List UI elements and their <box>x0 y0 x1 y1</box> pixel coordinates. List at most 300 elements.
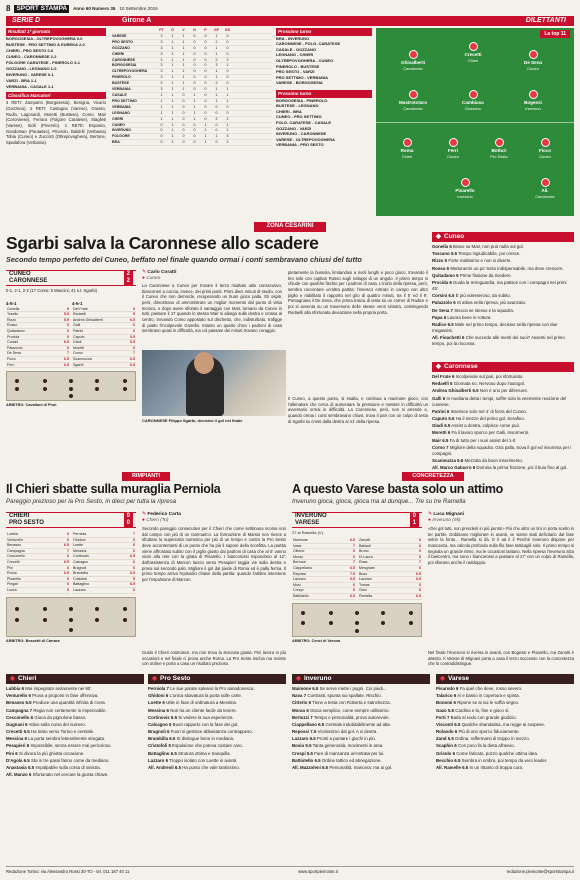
fixture-row: CARONNESE - FOLG. CARATESE <box>276 41 341 47</box>
player-rating-name: Becchio 6.5 <box>436 757 461 763</box>
stat-cell: 1 <box>215 45 218 50</box>
main-home-team: CUNEO <box>9 270 31 277</box>
team-name: CARONNESE <box>112 57 135 62</box>
stat-cell: 1 <box>171 116 174 121</box>
player-rating-line <box>436 743 574 749</box>
stat-cell: 0 <box>226 104 229 109</box>
player-rating-comment: Fa quel che deve, rosso severo. <box>459 686 523 692</box>
player-rating-name: Moretti 6 <box>432 430 451 436</box>
stat-cell: 1 <box>171 33 174 38</box>
right-scorers: 27 st Ramella (V). <box>292 530 325 535</box>
main-coach-note: ARBITRO: Cavalloni di Piuri <box>6 403 57 408</box>
player-rating-name: Corno 7 <box>432 444 449 450</box>
player-rating-comment: Ha tirato verso Torino e centrale. <box>30 729 95 735</box>
fixture-row: VARESE - BORGOSESIA <box>276 80 323 86</box>
player-rating-line <box>436 729 574 735</box>
stat-cell: 0 <box>182 98 185 103</box>
player-rating: 7 <box>340 543 356 549</box>
player-rating-line <box>6 693 144 699</box>
stat-cell: 3 <box>226 134 229 139</box>
player-rating-name: All. Manzo 6 <box>6 772 32 777</box>
player-rating-name: Gladi 6.5 <box>432 423 451 429</box>
result-row: VERBANIA - CASALE 1-1 <box>6 83 54 89</box>
player-name: Rosa <box>358 560 404 566</box>
scorers-title: Classifica Marcatori <box>6 92 106 100</box>
player-rating-name: Quitadamo 6 <box>432 272 459 278</box>
player-marker-icon <box>529 90 538 99</box>
player-rating: 6 <box>53 576 70 582</box>
player-rating-comment: Espulsione che poteva costare caro. <box>172 743 243 749</box>
formation-player-dot <box>301 621 305 625</box>
player-rating-comment: Guida la retroguardia, ma patisce con i compagni nei primi 45'. <box>432 279 567 292</box>
result-row: BUSTESE - PRO SETTIMO & EUREKA 2-0 <box>6 41 85 47</box>
bottom-inveruno-panel <box>292 674 430 862</box>
issue-number: Anno 60 Numero 35 <box>73 6 116 12</box>
player-rating-line <box>292 715 430 721</box>
player-team: Caronnese <box>403 65 423 71</box>
fixture-row: BORGOSESIA - PINEROLO <box>276 97 328 103</box>
stat-cell: 1 <box>204 122 207 127</box>
main-subhead: Secondo tempo perfetto del Cuneo, beffato nel finale quando ormai i conti sembravano chiusi del tutto <box>6 255 362 264</box>
player-rating-comment: Regia non certamente in impeccabile. <box>33 707 107 713</box>
team-shield-icon: ◆ <box>296 675 301 682</box>
player-rating-comment: L'unica sbavatura la porta sulle carte. <box>169 693 243 699</box>
stat-cell: 1 <box>226 87 229 92</box>
rating-row <box>72 587 136 593</box>
player-rating: 6.5 <box>53 543 70 549</box>
player-rating-comment: Contrasti, spunta sui spallate. Rischio. <box>307 693 382 699</box>
player-rating-comment: Bravo su Mair, non può nulla sul gol. <box>453 244 524 250</box>
left-subhead: Pareggio prezioso per la Pro Sesto, in dieci per tutta la ripresa <box>6 498 177 505</box>
stat-cell: 3 <box>160 39 163 44</box>
player-rating-line <box>432 300 574 306</box>
standings-header-cell: N <box>193 28 196 32</box>
player-name: Gani <box>358 588 404 594</box>
player-rating-name: Toscano 5.5 <box>432 251 458 257</box>
top11-player <box>528 178 562 199</box>
stat-cell: 1 <box>182 81 185 86</box>
player-rating-line <box>432 335 574 347</box>
footer-website[interactable]: www.sportpiemonte.it <box>298 868 338 874</box>
player-rating: 6 <box>53 582 70 588</box>
player-rating: 6.5 <box>340 538 356 543</box>
player-marker-icon <box>495 138 504 147</box>
bottom-varese-panel <box>436 674 574 862</box>
player-rating: 6 <box>118 565 136 571</box>
location-icon: ● <box>428 517 433 523</box>
player-rating-line <box>6 708 144 714</box>
player-name: Lazzaro <box>72 587 118 593</box>
team-name: BUSTESE <box>112 81 129 86</box>
player-rating-name: Grisolo 6 <box>436 750 456 756</box>
formation-player-dot <box>95 618 99 622</box>
team-name: VARESE <box>112 33 127 38</box>
player-rating-comment: Non è uno per difensore. <box>479 388 529 394</box>
player-name: Cambiaso <box>462 100 484 105</box>
footer-email[interactable]: redazione.piemonte@sportstampa.it <box>506 868 574 874</box>
formation-player-dot <box>69 628 73 632</box>
player-team: Gozzano <box>464 105 481 111</box>
player-rating: 5.5 <box>124 334 136 340</box>
player-rating-line <box>432 381 574 387</box>
player-rating-comment: Pronti a puntare i giochi in più. <box>316 736 376 742</box>
player-name: Roma <box>400 148 414 153</box>
stat-cell: 1 <box>182 45 185 50</box>
player-rating-name: Crecetti 6.5 <box>6 729 30 735</box>
player-rating-comment: Si vedere la sua esperienza. <box>178 714 234 720</box>
pitch-centerline <box>376 122 574 123</box>
rating-row <box>72 362 136 368</box>
team-name: CHERI <box>112 116 124 121</box>
stat-cell: 0 <box>182 110 185 115</box>
formation-player-dot <box>329 621 333 625</box>
player-name: Corno <box>72 351 124 357</box>
player-rating-line <box>436 700 574 706</box>
fixture-row: LEGNANO - CHIERI <box>276 52 314 58</box>
main-away-score: 2 <box>124 278 133 286</box>
stat-cell: 1 <box>226 63 229 68</box>
player-rating-name: Battaglino 6.5 <box>148 750 177 756</box>
player-rating-line <box>432 458 574 464</box>
stat-cell: 1 <box>171 110 174 115</box>
player-rating: 6 <box>404 554 422 560</box>
right-headline: A questo Varese basta solo un attimo <box>292 482 504 496</box>
formation-player-dot <box>15 379 19 383</box>
player-rating-comment: Impossibile, senza essere mai pericoloso. <box>30 743 112 749</box>
top11-player <box>456 90 490 111</box>
stat-cell: 1 <box>215 92 218 97</box>
player-name: Cristofoli <box>72 576 118 582</box>
player-rating-comment: Produce una quantità infinita di cross. <box>32 700 107 706</box>
player-name: Lubbia <box>6 532 53 537</box>
player-rating-comment: Non ha un cliente facile da tenere. <box>170 707 237 713</box>
player-name: Crecetti <box>464 52 482 57</box>
left-byline: ✎ Federico Carta ● Chieri (To) <box>142 512 181 523</box>
player-rating-line <box>6 765 144 771</box>
player-rating-line <box>432 251 574 257</box>
player-rating-name: Gonella 6 <box>432 244 452 250</box>
player-marker-icon <box>461 178 470 187</box>
formation-player-dot <box>15 607 19 611</box>
player-marker-icon <box>409 90 418 99</box>
stat-cell: 0 <box>204 51 207 56</box>
player-name: Zanotti <box>358 538 404 543</box>
stat-cell: 3 <box>160 33 163 38</box>
player-name: Ghisalberti <box>401 60 425 65</box>
player-rating-name: Gazo 5.5 <box>436 707 455 713</box>
team-name: PINEROLO <box>112 75 131 80</box>
left-headline: Il Chieri sbatte sulla muraglia Perniola <box>6 482 221 496</box>
player-rating: 6.5 <box>53 559 70 565</box>
player-rating-name: Bosio 5.5 <box>292 743 312 749</box>
player-rating-name: Crespi 5.5 <box>292 750 313 756</box>
player-name: Luzza <box>6 587 53 593</box>
player-rating-name: All. Marco Gaburro 6 <box>432 465 476 471</box>
player-rating-comment: Mai impegnato seriamente nei 90'. <box>25 686 93 692</box>
right-body-2: Nel finale l'Inveruno si riversa in avanti, con Bogessi e Pisarello, ma Zanotti è attento. Il Varese di Mignani porta a casa il terzo successo con la concretezza che lo contraddistingue. <box>428 650 574 667</box>
stat-cell: 0 <box>226 39 229 44</box>
player-rating-line <box>6 751 144 757</box>
main-byline <box>142 270 282 282</box>
player-rating-line <box>432 409 574 415</box>
stat-cell: 1 <box>171 51 174 56</box>
player-rating-name: Repossi 7.5 <box>292 729 317 735</box>
player-rating: 6.5 <box>404 593 422 599</box>
player-rating-line <box>292 743 430 749</box>
player-rating-line <box>436 758 574 764</box>
standings-header-cell: GS <box>224 28 231 32</box>
player-name: Di Laura <box>358 554 404 560</box>
stat-cell: 2 <box>226 57 229 62</box>
player-rating: 7 <box>340 560 356 566</box>
player-rating-name: Zand 5.5 <box>436 736 454 742</box>
player-rating-name: Ciappellano 6.5 <box>292 721 325 727</box>
player-name: Perniola <box>72 532 118 537</box>
player-rating-line <box>292 736 430 742</box>
player-rating: 7 <box>53 351 70 357</box>
player-rating-line <box>148 715 286 721</box>
formation-player-dot <box>95 607 99 611</box>
player-name: Tomas <box>358 582 404 588</box>
stat-cell: 1 <box>204 128 207 133</box>
player-rating: 6 <box>404 538 422 543</box>
stat-cell: 1 <box>171 63 174 68</box>
left-home-score: 0 <box>124 513 133 521</box>
stat-cell: 1 <box>226 98 229 103</box>
main-kicker-label: ZONA CESARINI <box>254 222 325 232</box>
formation-player-dot <box>355 629 359 633</box>
main-home-score: 2 <box>124 271 133 279</box>
player-name: Caputo <box>72 334 124 340</box>
top11-player <box>448 178 482 199</box>
player-rating-name: Cecconello 6 <box>6 714 34 720</box>
player-rating-name: Battistello 6.5 <box>292 757 321 763</box>
right-score-box <box>292 512 422 643</box>
player-name: Bragnoli <box>72 565 118 571</box>
stat-cell: 3 <box>160 75 163 80</box>
player-team: Cuneo <box>447 153 459 159</box>
stat-cell: 0 <box>182 128 185 133</box>
caronnese-ratings-header: ◆ Caronnese <box>432 362 574 372</box>
player-name: Sgarbi <box>72 362 124 368</box>
main-body-3: Il Cuneo, a questo punto, si esalta, e continua a macinare gioco, con l'allenatore che cerca di aumentare la pressione e mettere in difficoltà un avversario ormai in difficoltà. La Caronnese, però, non si arrende e, quando ormai i conti sembravano chiusi, trova il pari con un colpo di testa di Sgarbi su cross dalla destra al 41' della ripresa. <box>288 396 428 424</box>
player-rating-comment: Incolpevole sul pari, poi sfortunato. <box>455 374 524 380</box>
fixture-row: PINEROLO - BUSTESE <box>276 63 320 69</box>
player-rating-name: Corsini 6.5 <box>432 293 455 299</box>
player-rating: 6 <box>340 554 356 560</box>
player-photo-head <box>194 352 214 374</box>
formation-player-dot <box>69 607 73 611</box>
player-rating-comment: Tempo ingiudicabile, poi cresce. <box>458 251 521 257</box>
player-rating-name: Visconti 6.5 <box>436 721 461 727</box>
author-icon: ✎ <box>142 270 148 275</box>
stat-cell: 1 <box>171 87 174 92</box>
player-rating-line <box>148 693 286 699</box>
player-rating-name: Lubbia 6 <box>6 686 25 692</box>
formation-player-dot <box>355 621 359 625</box>
stat-cell: 0 <box>204 98 207 103</box>
player-rating-line <box>432 293 574 299</box>
player-rating: 6 <box>118 548 136 554</box>
stat-cell: 0 <box>160 128 163 133</box>
player-rating-comment: Vicinissimo dal gol. A si destra. <box>317 729 378 735</box>
player-name: Pisarello <box>455 188 475 193</box>
player-rating-line <box>436 686 574 692</box>
stat-cell: 1 <box>193 98 196 103</box>
top11-player <box>528 138 562 159</box>
player-rating-comment: Ha punto che vale tantissimo. <box>182 764 240 770</box>
formation-player-dot <box>69 379 73 383</box>
stat-cell: 1 <box>182 51 185 56</box>
player-name: Crespi <box>292 588 340 594</box>
player-rating-name: D'Agola 6.5 <box>6 757 30 763</box>
stat-cell: 3 <box>160 57 163 62</box>
main-ratings-away <box>72 307 136 369</box>
stat-cell: 1 <box>226 122 229 127</box>
player-rating-line <box>292 722 430 728</box>
stat-cell: 1 <box>171 45 174 50</box>
player-rating-comment: Fare di mancanza un'entrata per lui. <box>314 750 385 756</box>
player-rating-comment: Troppo isolato con Loette in avanti. <box>169 757 238 763</box>
player-rating-name: Venturello 6 <box>6 693 31 699</box>
top11-player <box>516 50 550 71</box>
player-name: Maimone <box>292 538 340 543</box>
player-rating-name: Scaphin 6 <box>436 743 457 749</box>
player-rating: 6 <box>53 554 70 560</box>
player-rating-name: Andrea Ghisalberti 6.5 <box>432 388 479 394</box>
player-rating-name: Pesapieri 6 <box>6 743 30 749</box>
player-name: Redaelli <box>72 312 124 318</box>
stat-cell: 1 <box>215 75 218 80</box>
rating-row <box>6 362 70 368</box>
player-rating-comment: Si divora la più ghiotta occasione. <box>18 750 85 756</box>
player-rating-name: Messina 6 <box>148 707 169 713</box>
player-marker-icon <box>469 42 478 51</box>
player-rating-name: Patrini 6 <box>432 408 450 414</box>
player-name: All. <box>541 188 549 193</box>
player-rating: 6 <box>53 587 70 593</box>
player-rating: 5 <box>118 576 136 582</box>
formation-player-dot <box>43 379 47 383</box>
player-rating: 6.5 <box>124 362 136 368</box>
player-rating-name: Lazzaro 6.5 <box>292 736 316 742</box>
player-name: Roma <box>6 571 53 577</box>
player-rating-line <box>148 765 286 771</box>
stat-cell: 0 <box>215 122 218 127</box>
right-away-team: VARESE <box>295 519 320 526</box>
rating-row <box>358 593 422 599</box>
brand-logo: SPORT STAMPA <box>16 4 68 12</box>
player-rating-name: Talarico 6 <box>436 693 457 699</box>
player-rating-comment: Gioca da pignolone basso. <box>34 714 87 720</box>
player-rating-line <box>148 736 286 742</box>
player-rating-comment: Domina la prima frazione, poi il buio fino al gol. <box>476 465 568 471</box>
player-rating: 6 <box>340 582 356 588</box>
player-rating-comment: Le sue parate salvano la Pro sanadonesca. <box>170 686 255 692</box>
main-headline: Sgarbi salva la Caronnese allo scadere <box>6 233 319 253</box>
player-name: Lazzaro <box>292 577 340 583</box>
player-rating-comment: Sta in tre passi fanno come da mediano. <box>30 757 110 763</box>
player-rating-name: Scanmuzza 6.5 <box>432 458 464 463</box>
player-rating-name: Rosso 6 <box>432 265 450 271</box>
player-rating: 6 <box>53 329 70 335</box>
player-team: Inveruno <box>457 193 473 199</box>
team-shield-icon: ◆ <box>440 675 445 682</box>
player-rating-name: Calcagno 6 <box>148 721 172 727</box>
left-body-2: Guido il Chieri costruisce, ma non trova la stoccata giusta. Pini lavora in più occasioni e nel finale ci prova anche Roma. La Pro Sesto rischia ma resiste con ordine e porta a casa un risultato prezioso. <box>142 650 286 667</box>
player-rating: 6 <box>53 532 70 537</box>
player-rating-line <box>432 388 574 394</box>
bottom-chieri-panel <box>6 674 144 862</box>
stat-cell: 0 <box>193 81 196 86</box>
stat-cell: 0 <box>204 92 207 97</box>
stat-cell: 0 <box>193 33 196 38</box>
player-rating: 6 <box>53 565 70 571</box>
standings-header-cell: GF <box>214 28 219 32</box>
player-name: Brambilla <box>72 571 118 577</box>
stat-cell: 1 <box>171 81 174 86</box>
player-rating-line <box>292 693 430 699</box>
fixture-row: VARESE - OLTREPOVOGHERA <box>276 136 335 142</box>
league-bar <box>6 16 574 26</box>
formation-player-dot <box>43 387 47 391</box>
player-rating-line <box>432 438 574 444</box>
stat-cell: 1 <box>171 128 174 133</box>
player-rating: 6.5 <box>53 340 70 346</box>
player-rating: 6 <box>53 537 70 543</box>
player-rating-name: Cristofoli 5 <box>148 743 171 749</box>
result-row: CUNEO - CARONNESE 2-2 <box>6 53 57 59</box>
team-name: PRO SESTO <box>112 39 133 44</box>
player-rating-name: Maimone 6.5 <box>292 686 319 692</box>
bottom-prosesto-header: ◆ Pro Sesto <box>148 674 286 684</box>
player-name: Nava <box>292 543 340 549</box>
stat-cell: 1 <box>182 57 185 62</box>
player-rating-name: Anastasia 5.5 <box>6 764 35 770</box>
bottom-inveruno-header: ◆ Inveruno <box>292 674 430 684</box>
player-rating-comment: Qualche sbandatina, ma regge ai sospese. <box>461 721 546 727</box>
right-body: «Dei gol tutti, non prenderli in più punto!» Più che altro un tiro in porta scelto in ter partite. Dobbiamo migliorare in avanti, ve siamo stati deficitario dal fase selon la fonte... Ramella si dà. E il ad il il Perché Inveruno dispone per mancanza, ma calcola profonda sulla fila fase tatticaglii solo. Il primo tempo si segnala un grande ritmo, ma le occasioni latitano. Nella ripresa l'Inveruno alza il baricentro, ma sono i biancorossi a passare al 27' con un colpo di Ramella, poi sfiorano anche il raddoppio. <box>428 526 574 566</box>
player-rating-comment: Gioca semplice, come sempre utilissimo. <box>310 707 390 713</box>
team-shield-icon: ◆ <box>436 363 441 370</box>
player-team: Cuneo <box>527 65 539 71</box>
team-name: BORGOSESIA <box>112 63 137 68</box>
formation-player-dot <box>123 607 127 611</box>
player-rating-comment: Sfortunato nel cercare la giusta chiave. <box>32 772 109 777</box>
player-rating: 5 <box>124 312 136 318</box>
fixture-row: CASALE - GOZZANO <box>276 46 316 52</box>
player-rating-name: Papa 6 <box>432 314 447 320</box>
main-photo <box>142 350 286 416</box>
player-rating-line <box>432 430 574 436</box>
player-rating-line <box>148 743 286 749</box>
formation-player-dot <box>43 607 47 611</box>
author-icon: ✎ <box>142 512 148 517</box>
player-rating-comment: Bada al sodo con grande giudizio. <box>450 714 517 720</box>
team-name: CUNEO <box>112 122 125 127</box>
player-marker-icon <box>403 138 412 147</box>
player-name: Morao <box>292 554 340 560</box>
player-rating-comment: La porta sembra letteralmente stregata. <box>28 736 106 742</box>
player-rating-comment: Si distingue bene in mediana. <box>176 736 235 742</box>
player-rating-name: Lazzaro 6 <box>148 757 169 763</box>
player-rating: 6 <box>53 334 70 340</box>
top11-player <box>482 138 516 159</box>
player-rating: 6 <box>53 345 70 351</box>
player-name: Ficco <box>6 356 53 362</box>
stat-cell: 1 <box>182 63 185 68</box>
player-rating-name: Citterio 6 <box>292 700 312 706</box>
